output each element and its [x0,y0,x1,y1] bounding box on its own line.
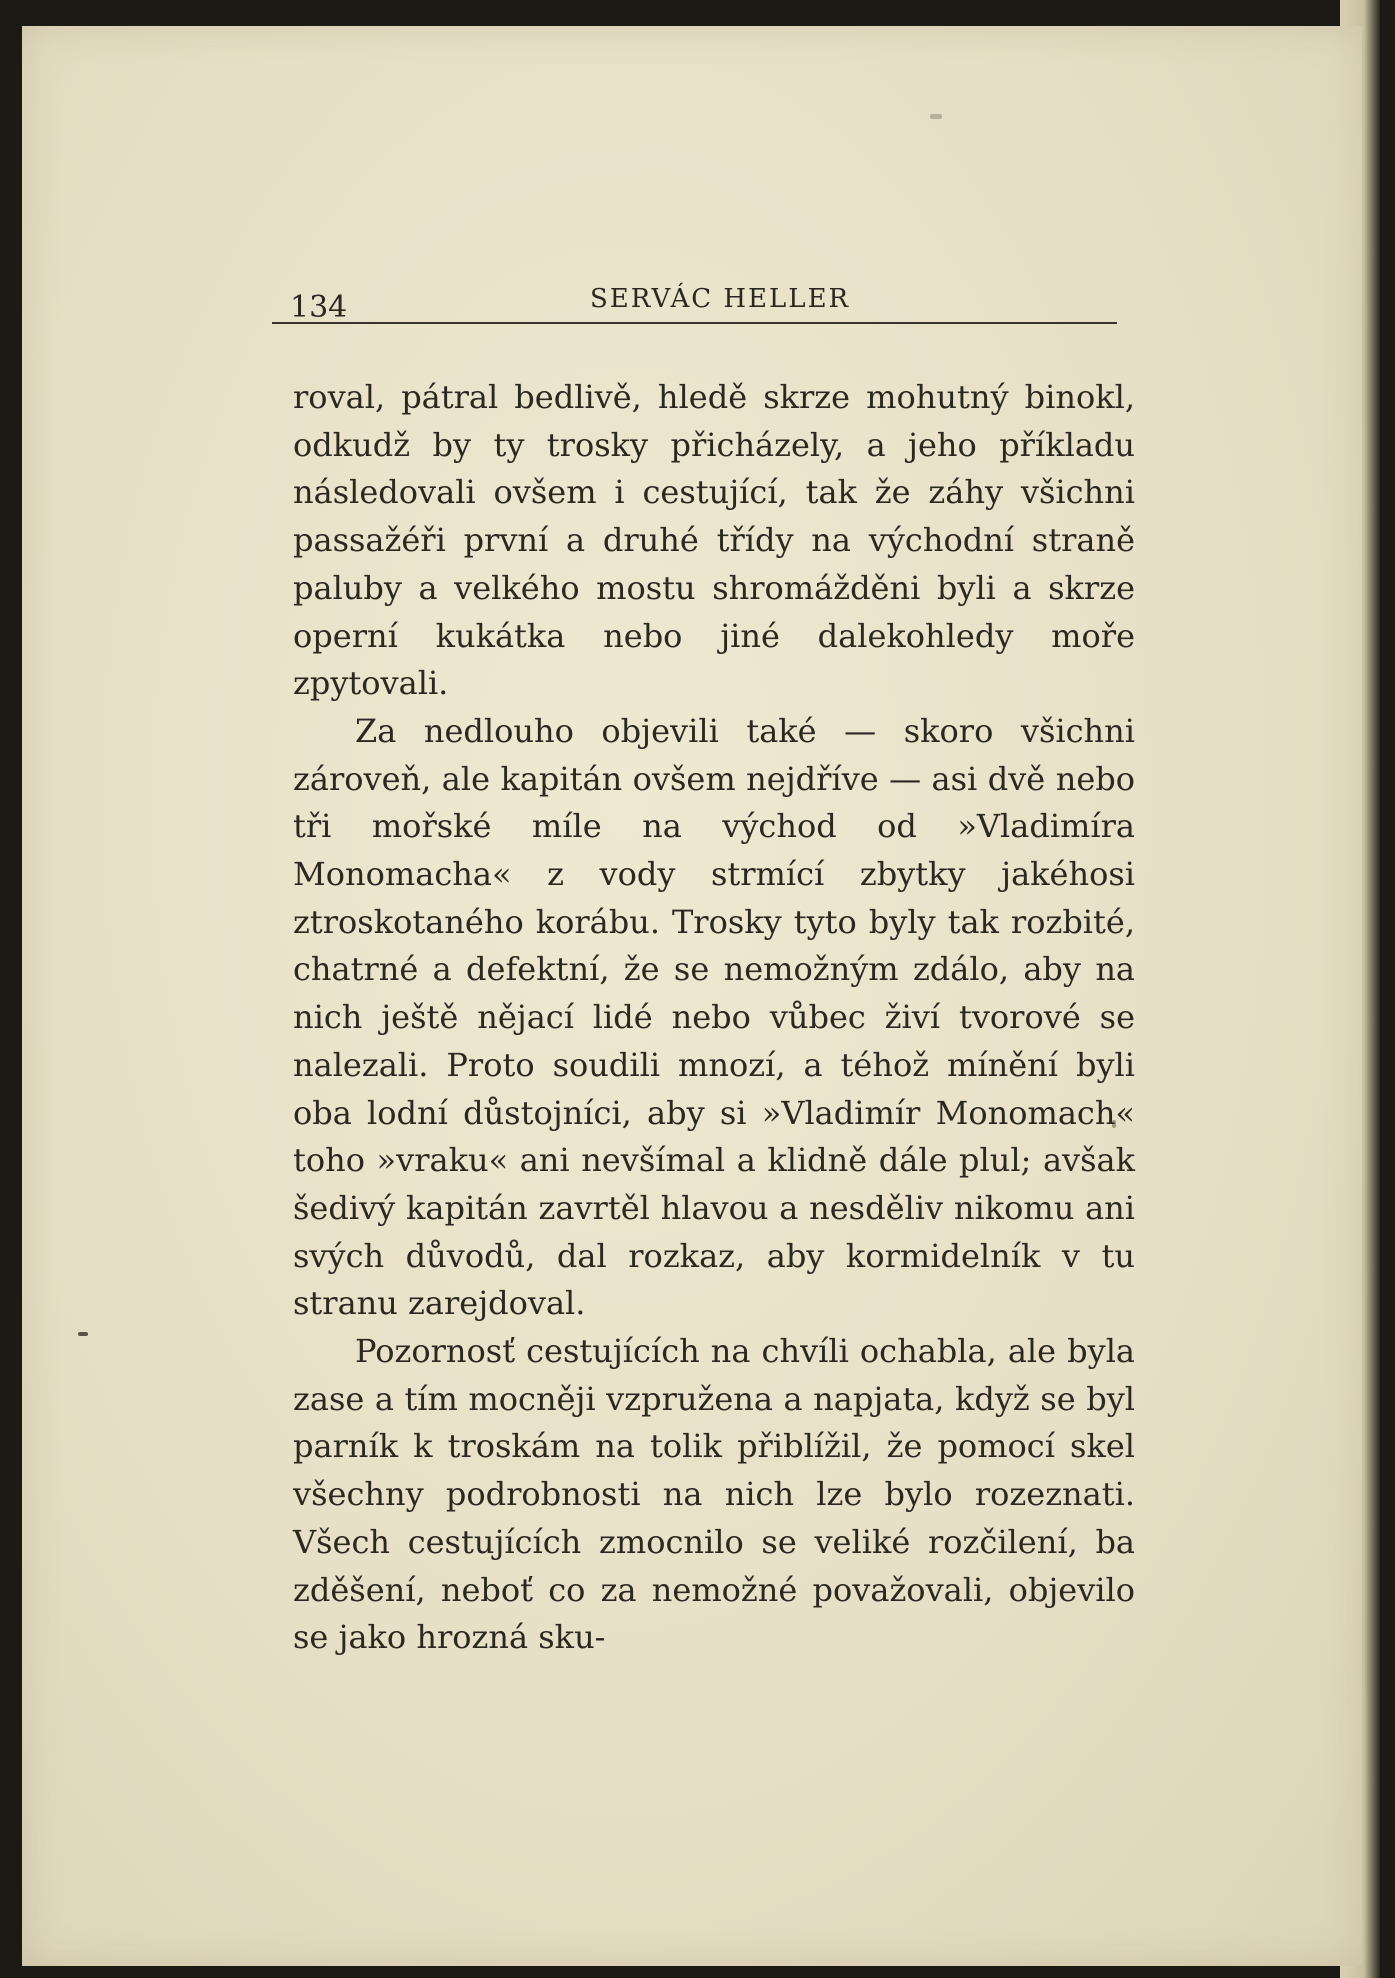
page-header [272,272,1117,324]
paragraph: Za nedlouho objevili také — skoro všichni zároveň, ale kapitán ovšem nejdříve — asi dvě nebo tři mořské míle na východ od »Vladimíra Monomacha« z vody strmící zbytky jakéhosi ztroskotaného korábu. Trosky tyto byly tak rozbité, chatrné a defektní, že se nemožným zdálo, aby na nich ještě nějací lidé nebo vůbec živí tvorové se nalezali. Proto soudili mnozí, a téhož mínění byli oba lodní důstojníci, aby si »Vladimír Monomach« toho »vraku« ani nevšímal a klidně dále plul; avšak šedivý kapitán zavrtěl hlavou a nesděliv nikomu ani svých důvodů, dal rozkaz, aby kormidelník v tu stranu zarejdoval. [293,711,1135,1323]
paper-speck [930,114,942,119]
running-head: SERVÁC HELLER [590,284,851,314]
body-text [293,374,1135,1662]
page-number: 134 [290,290,348,325]
paragraph: roval, pátral bedlivě, hledě skrze mohutný binokl, odkudž by ty trosky přicházely, a jeho příkladu následovali ovšem i cestující, tak že záhy všichni passažéři první a druhé třídy na východní straně paluby a velkého mostu shromážděni byli a skrze operní kukátka nebo jiné dalekohledy moře zpytovali. [293,378,1135,703]
paragraph: Pozornosť cestujících na chvíli ochabla, ale byla zase a tím mocněji vzpružena a napjata, když se byl parník k troskám na tolik přiblížil, že pomocí skel všechny podrobnosti na nich lze bylo rozeznati. Všech cestujících zmocnilo se veliké rozčilení, ba zděšení, neboť co za nemožné považovali, objevilo se jako hrozná sku- [293,1332,1135,1657]
paper-speck [78,1332,88,1336]
